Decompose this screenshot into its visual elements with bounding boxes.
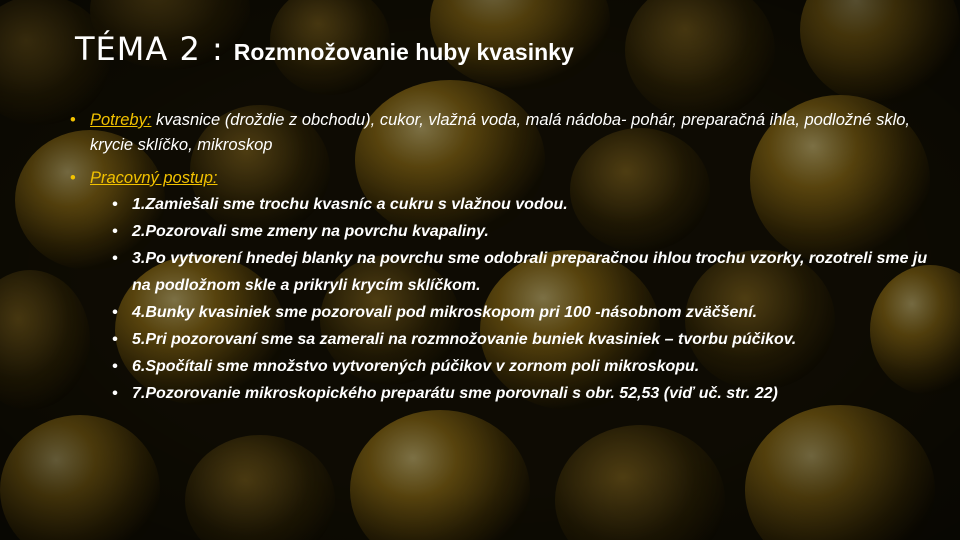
bullet-icon: • [70,169,76,187]
step-text: 6.Spočítali sme množstvo vytvorených púčikov v zornom poli mikroskopu. [132,358,700,375]
bullet-icon: • [112,331,118,348]
step-text: 5.Pri pozorovaní sme sa zamerali na rozmnožovanie buniek kvasiniek – tvorbu púčikov. [132,331,797,348]
procedure-step [112,380,930,407]
procedure-step [112,299,930,326]
procedure-step [112,218,930,245]
slide-title [75,30,574,68]
procedure-item [70,166,930,407]
bullet-icon: • [112,385,118,402]
bullet-icon: • [112,358,118,375]
slide-content [70,108,930,415]
step-text: 2.Pozorovali sme zmeny na povrchu kvapaliny. [132,223,489,240]
step-text: 3.Po vytvorení hnedej blanky na povrchu sme odobrali preparačnou ihlou trochu vzorky, rozotreli sme ju na podložnom skle a prikryli krycím sklíčkom. [132,250,928,294]
procedure-step [112,245,930,299]
title-main: TÉMA 2 : [75,30,224,68]
step-text: 4.Bunky kvasiniek sme pozorovali pod mikroskopom pri 100 -násobnom zväčšení. [132,304,758,321]
procedure-step [112,353,930,380]
bullet-icon: • [112,250,118,267]
bullet-icon: • [112,304,118,321]
bullet-icon: • [70,111,76,129]
step-text: 1.Zamiešali sme trochu kvasníc a cukru s vlažnou vodou. [132,196,568,213]
procedure-step [112,326,930,353]
step-text: 7.Pozorovanie mikroskopického preparátu sme porovnali s obr. 52,53 (viď uč. str. 22) [132,385,778,402]
needs-text: kvasnice (droždie z obchodu), cukor, vlažná voda, malá nádoba- pohár, preparačná ihla, podložné sklo, krycie sklíčko, mikroskop [90,111,910,154]
needs-label: Potreby: [90,111,152,129]
title-subtitle: Rozmnožovanie huby kvasinky [233,39,574,65]
procedure-step [112,191,930,218]
bullet-icon: • [112,196,118,213]
needs-item [70,108,930,158]
bullet-icon: • [112,223,118,240]
procedure-label: Pracovný postup: [90,169,218,187]
procedure-steps [90,191,930,407]
